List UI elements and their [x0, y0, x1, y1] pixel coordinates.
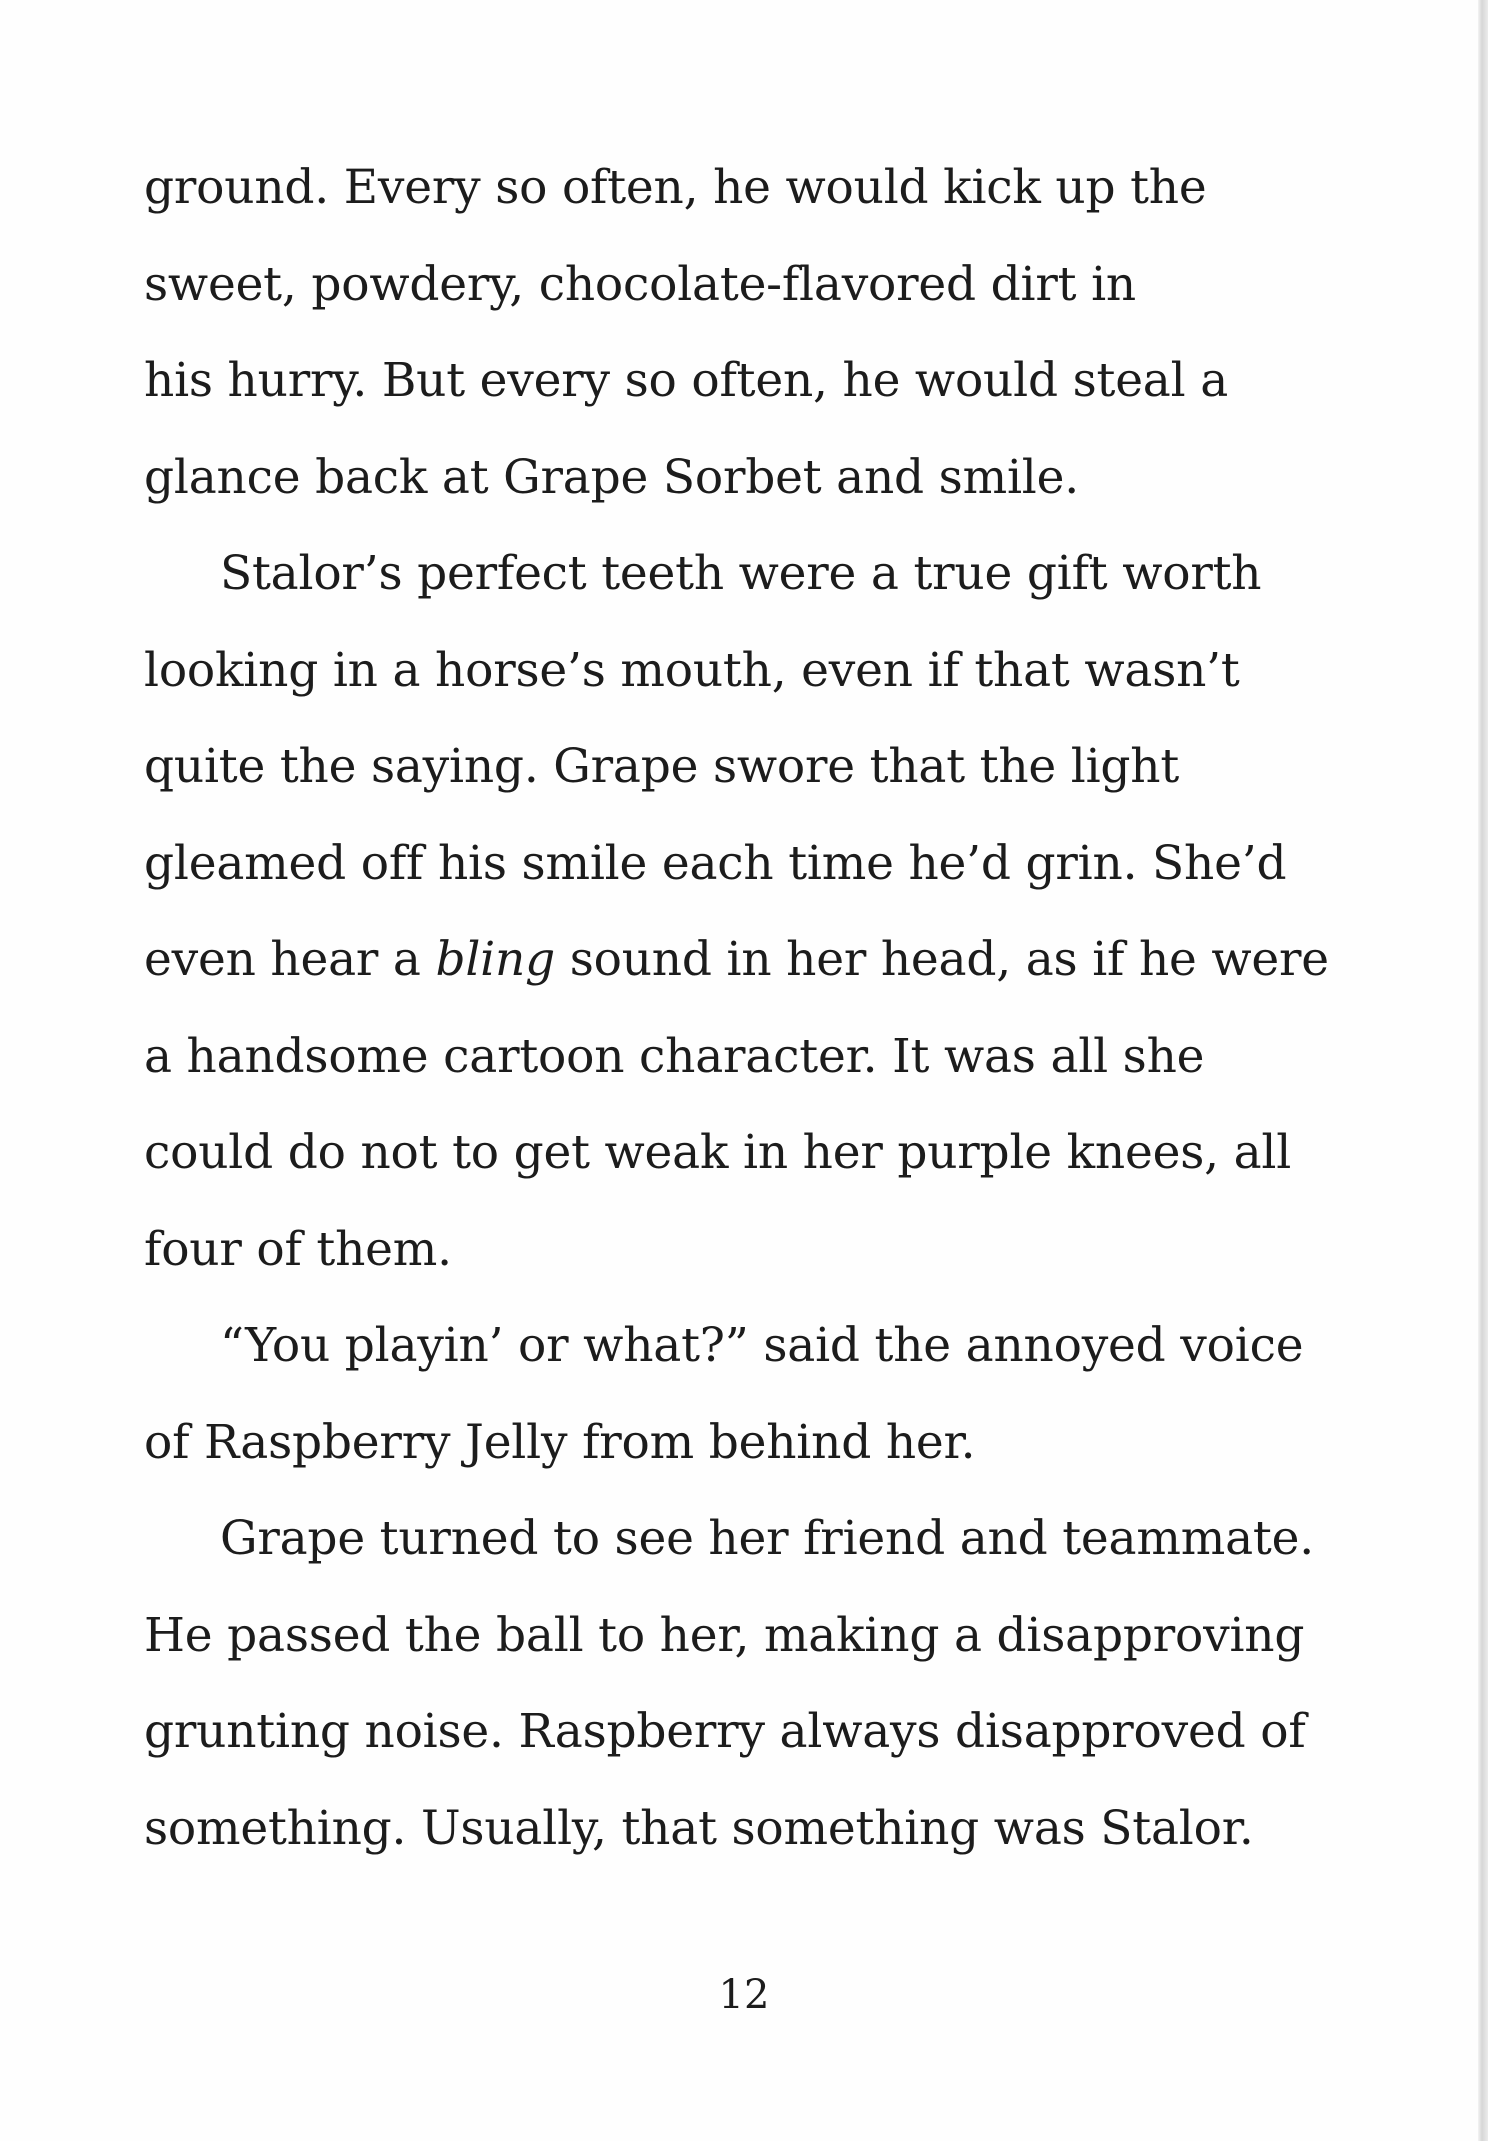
text-segment: even hear a	[144, 932, 436, 987]
text-line: quite the saying. Grape swore that the light	[144, 739, 1180, 794]
page-edge	[1478, 0, 1488, 2141]
text-line: grunting noise. Raspberry always disapproved of	[144, 1704, 1306, 1759]
paragraph-start-line: Stalor’s perfect teeth were a true gift worth	[220, 546, 1262, 601]
text-line: ground. Every so often, he would kick up the	[144, 160, 1207, 215]
text-line: He passed the ball to her, making a disapproving	[144, 1607, 1305, 1663]
text-line: sweet, powdery, chocolate-flavored dirt in	[144, 256, 1136, 312]
text-line: glance back at Grape Sorbet and smile.	[144, 449, 1079, 505]
text-line: his hurry. But every so often, he would steal a	[144, 353, 1229, 408]
text-line: a handsome cartoon character. It was all she	[144, 1028, 1205, 1084]
text-line: looking in a horse’s mouth, even if that wasn’t	[144, 642, 1240, 698]
text-segment: sound in her head, as if he were	[554, 932, 1329, 987]
paragraph-start-line: “You playin’ or what?” said the annoyed voice	[220, 1318, 1304, 1373]
italic-word: bling	[435, 932, 555, 987]
text-line: of Raspberry Jelly from behind her.	[144, 1414, 976, 1470]
paragraph-start-line: Grape turned to see her friend and teammate.	[220, 1511, 1314, 1566]
text-line: something. Usually, that something was Stalor.	[144, 1800, 1254, 1856]
text-line: could do not to get weak in her purple knees, all	[144, 1125, 1292, 1180]
text-line: gleamed off his smile each time he’d grin. She’d	[144, 835, 1287, 891]
body-text	[144, 140, 1344, 1877]
text-line-with-italic	[144, 912, 1344, 1009]
text-line: four of them.	[144, 1221, 452, 1277]
page-number: 12	[718, 1972, 770, 2018]
